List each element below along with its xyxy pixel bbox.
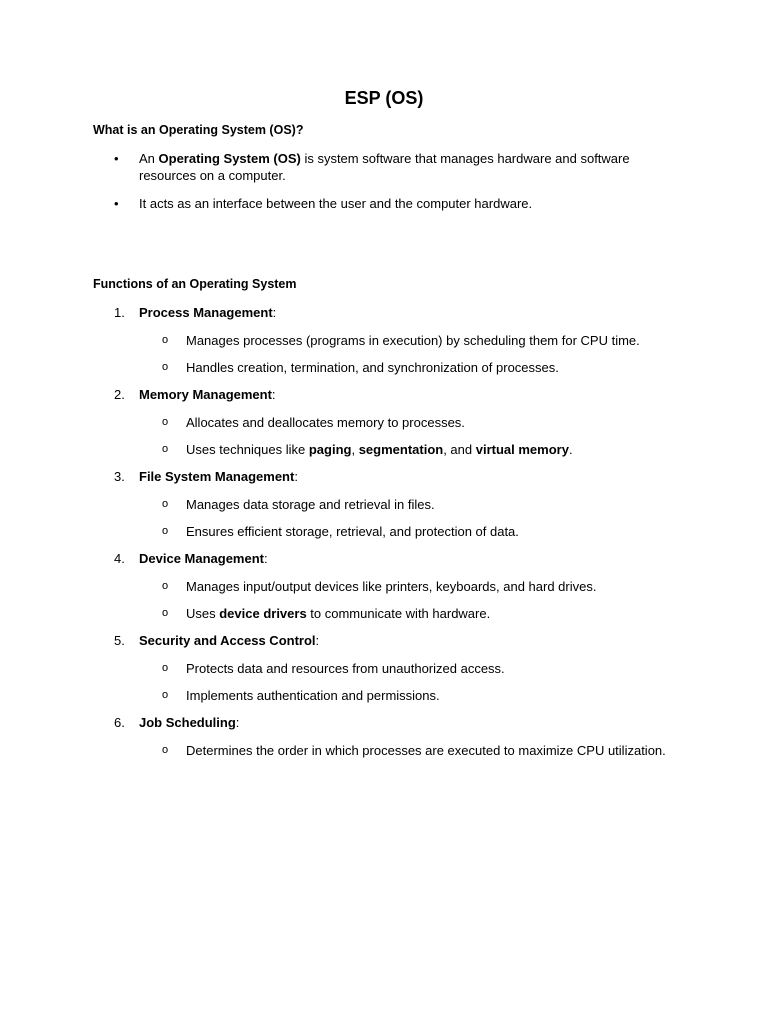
- item-label: Security and Access Control: [139, 633, 316, 648]
- item-label: Process Management: [139, 305, 273, 320]
- item-number: 5.: [114, 633, 125, 648]
- item-label: Memory Management: [139, 387, 272, 402]
- item-label: Job Scheduling: [139, 715, 236, 730]
- item-number: 3.: [114, 469, 125, 484]
- bullet-mark: •: [114, 196, 119, 211]
- section-heading-what-is-os: What is an Operating System (OS)?: [93, 123, 304, 137]
- bullet-text: It acts as an interface between the user and the computer hardware.: [139, 196, 533, 211]
- bullet-text: An Operating System (OS) is system software that manages hardware and software resources on a computer.: [139, 151, 630, 183]
- document-title: ESP (OS): [344, 88, 424, 108]
- item-number: 4.: [114, 551, 125, 566]
- item-number: 1.: [114, 305, 125, 320]
- item-label: Device Management: [139, 551, 264, 566]
- item-number: 2.: [114, 387, 125, 402]
- document-page: ESP (OS) What is an Operating System (OS)? • An Operating System (OS) is system software that manages hardware and software resources on a computer. • It acts as an interface between the user and the computer hardware. Functions of an Operating System 1. Process Management: o Manages processes (programs in execution) by scheduling them for CPU time. o Handles creation, termination, and synchronization of processes. 2. Memory Management: o Allocates and deallocates memory to processes. o Uses techniques like paging, segmentation, and virtual memory. 3. File System Management: o Manages data storage and retrieval in files. o Ensures efficient storage, retrieval, and protection of data. 4. Device Management: o Manages input/output devices like printers, keyboards, and hard drives. o Uses device drivers to communicate with hardware. 5. Security and Access Control: o Protects data and resources from unauthorized access. o Implements authentication and permissions. 6. Job Scheduling: o Determines the order in which processes are executed to maximize CPU utilization.: [0, 0, 768, 1024]
- bullet-mark: •: [114, 151, 119, 166]
- item-label: File System Management: [139, 469, 295, 484]
- section-heading-functions: Functions of an Operating System: [93, 277, 297, 291]
- item-number: 6.: [114, 715, 125, 730]
